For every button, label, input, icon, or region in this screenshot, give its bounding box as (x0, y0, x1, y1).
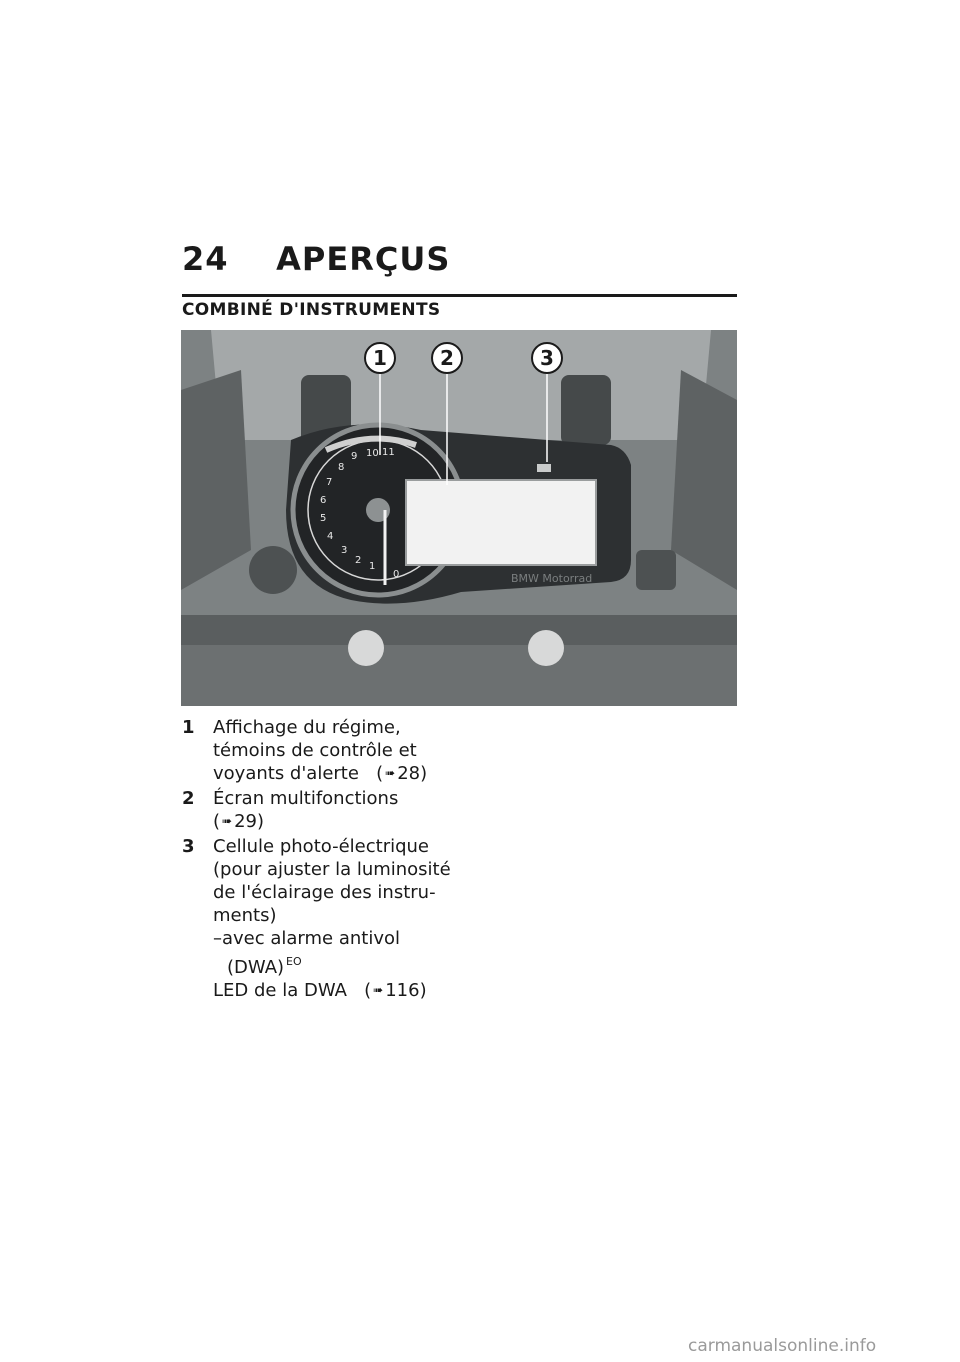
legend-sub-label: LED de la DWA (213, 980, 347, 1001)
legend-text: Écran multifonctions (213, 788, 399, 809)
arrow-right-icon: ➠ (222, 814, 233, 828)
legend-item-1 (182, 716, 482, 785)
ref-paren: ( (213, 811, 221, 832)
legend-text: Affichage du régime, (213, 717, 401, 738)
page-header (182, 240, 737, 278)
legend-number: 1 (182, 717, 195, 738)
legend-item-3 (182, 835, 482, 1002)
section-title: COMBINÉ D'INSTRUMENTS (182, 300, 441, 320)
tach-label: 0 (393, 569, 400, 580)
photo-cell (537, 464, 551, 472)
instrument-cluster-drawing (181, 330, 737, 706)
legend-text: voyants d'alerte (213, 763, 359, 784)
page-reference-link[interactable] (364, 980, 426, 1001)
legend-text: Cellule photo-électrique (213, 836, 430, 857)
legend-number: 3 (182, 836, 195, 857)
callout-3-label: 3 (540, 346, 554, 370)
legend-text-with-ref (213, 979, 482, 1002)
section-rule (182, 294, 737, 297)
page-reference-link[interactable] (376, 763, 427, 784)
tach-label: 1 (369, 561, 376, 572)
tach-label: 8 (338, 462, 345, 473)
tach-label: 3 (341, 545, 348, 556)
watermark: carmanualsonline.info (688, 1336, 877, 1356)
tach-label: 7 (326, 477, 333, 488)
legend (182, 716, 482, 1004)
legend-text: (pour ajuster la luminosité (213, 859, 451, 880)
option-name: (DWA) (227, 957, 285, 978)
page-number: 24 (182, 240, 229, 278)
tach-label: 5 (320, 513, 327, 524)
page-reference-link[interactable] (213, 810, 482, 833)
tach-label: 6 (320, 495, 327, 506)
page-reference: 28) (397, 763, 428, 784)
chapter-title: APERÇUS (276, 240, 451, 278)
tach-label: 2 (355, 555, 362, 566)
ref-paren: ( (364, 980, 372, 1001)
legend-number: 2 (182, 788, 195, 809)
legend-text: témoins de contrôle et (213, 740, 417, 761)
arrow-right-icon: ➠ (385, 766, 396, 780)
callout-2-label: 2 (440, 346, 454, 370)
legend-text: ments) (213, 905, 277, 926)
ref-paren: ( (376, 763, 384, 784)
tach-label: 9 (351, 451, 358, 462)
legend-text-with-ref (213, 762, 482, 785)
legend-text: de l'éclairage des instru- (213, 882, 436, 903)
brand-text: BMW Motorrad (511, 572, 593, 585)
instrument-cluster-illustration (181, 330, 737, 706)
tach-label: 10 (366, 448, 379, 459)
tach-label: 4 (327, 531, 334, 542)
callout-1-label: 1 (373, 346, 387, 370)
page-reference: 29) (234, 811, 265, 832)
tach-label: 11 (382, 447, 395, 458)
arrow-right-icon: ➠ (373, 983, 384, 997)
option-note: –avec alarme antivol (213, 928, 401, 949)
option-name-line (213, 950, 482, 979)
multifunction-screen (406, 480, 596, 565)
legend-item-2 (182, 787, 482, 833)
page-reference: 116) (385, 980, 427, 1001)
option-code: EO (286, 955, 302, 968)
